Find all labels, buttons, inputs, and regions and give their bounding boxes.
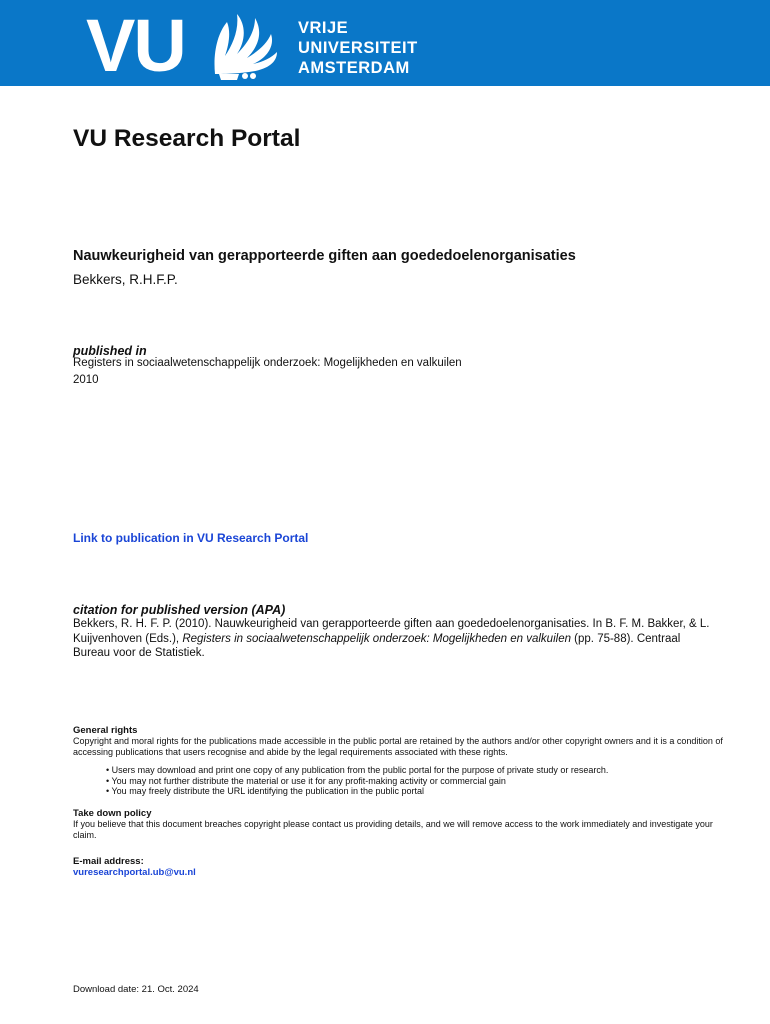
email-link[interactable]: vuresearchportal.ub@vu.nl xyxy=(73,867,196,878)
list-item: • Users may download and print one copy of any publication from the public portal for the purpose of private study or research. xyxy=(106,765,608,776)
citation-text-start: Bekkers, R. H. F. P. (2010). Nauwkeurigheid van gerapporteerde giften aan goededoelenorganisaties. In B. F. M. Bakker, & L. Kuijvenhoven (Eds.), xyxy=(73,618,710,645)
citation-text-end: (pp. 75-88). Centraal Bureau voor de Statistiek. xyxy=(73,632,681,659)
portal-title: VU Research Portal xyxy=(73,125,301,152)
citation-text-italic: Registers in sociaalwetenschappelijk onderzoek: Mogelijkheden en valkuilen xyxy=(182,632,571,645)
portal-link[interactable]: Link to publication in VU Research Portal xyxy=(73,531,309,545)
published-in-source: Registers in sociaalwetenschappelijk onderzoek: Mogelijkheden en valkuilen xyxy=(73,357,462,369)
rights-bullet-list xyxy=(106,765,608,797)
download-date: Download date: 21. Oct. 2024 xyxy=(73,984,199,995)
citation-text xyxy=(73,617,713,661)
publication-author: Bekkers, R.H.F.P. xyxy=(73,272,178,287)
publication-title: Nauwkeurigheid van gerapporteerde giften aan goededoelenorganisaties xyxy=(73,248,576,264)
logo-wordmark xyxy=(298,18,418,78)
logo-line: UNIVERSITEIT xyxy=(298,39,418,57)
take-down-text: If you believe that this document breaches copyright please contact us providing details, and we will remove access to the work immediately and investigate your claim. xyxy=(73,819,713,840)
published-in-label: published in xyxy=(73,344,147,358)
logo-line: AMSTERDAM xyxy=(298,59,410,77)
citation-label: citation for published version (APA) xyxy=(73,603,286,617)
general-rights-text: Copyright and moral rights for the publications made accessible in the public portal are retained by the authors and/or other copyright owners and it is a condition of accessing publications that users recognise and abide by the legal requirements associated with these rights. xyxy=(73,736,723,757)
email-heading: E-mail address: xyxy=(73,856,144,867)
logo-vu-letters: VU xyxy=(86,4,185,87)
header-banner xyxy=(0,0,770,86)
list-item: • You may not further distribute the material or use it for any profit-making activity or commercial gain xyxy=(106,776,608,787)
list-item: • You may freely distribute the URL identifying the publication in the public portal xyxy=(106,786,608,797)
griffin-icon xyxy=(205,4,285,82)
published-in-year: 2010 xyxy=(73,374,99,386)
take-down-heading: Take down policy xyxy=(73,808,152,819)
general-rights-heading: General rights xyxy=(73,725,138,736)
logo-line: VRIJE xyxy=(298,19,349,37)
